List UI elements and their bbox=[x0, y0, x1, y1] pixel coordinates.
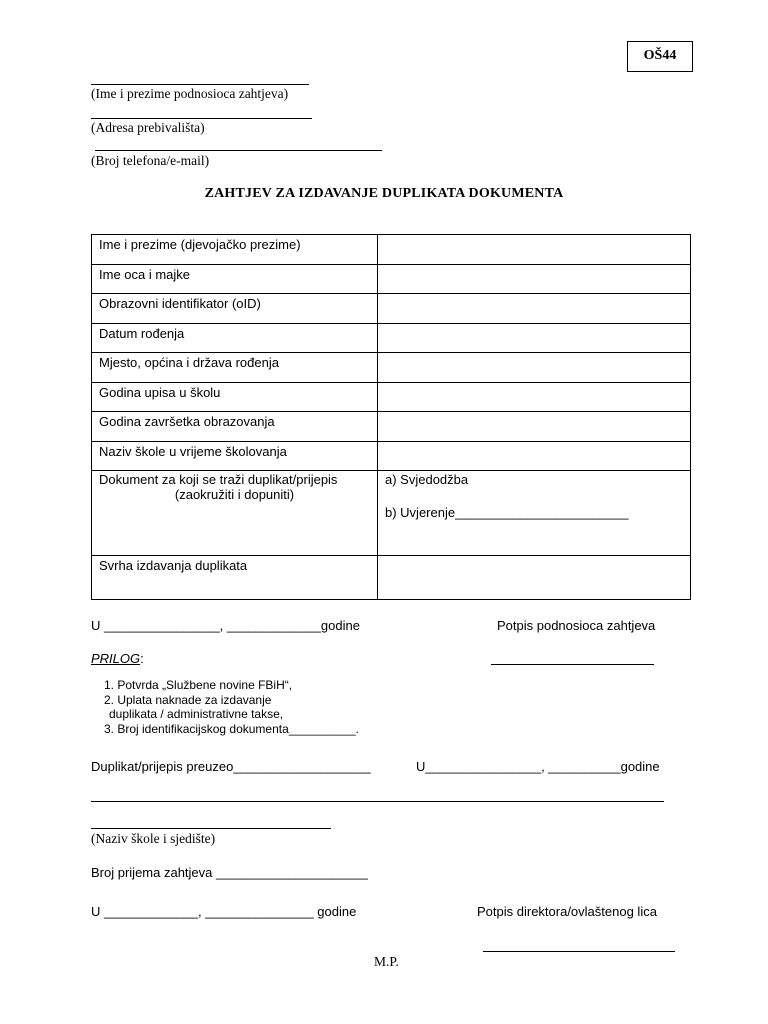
row-input-cell[interactable] bbox=[378, 265, 691, 294]
contact-line[interactable] bbox=[95, 150, 382, 151]
table-row bbox=[92, 324, 691, 353]
applicant-name-line[interactable] bbox=[91, 84, 309, 85]
received-by-field[interactable]: Duplikat/prijepis preuzeo___________________ bbox=[91, 759, 371, 774]
applicant-signature-label: Potpis podnosioca zahtjeva bbox=[497, 618, 656, 633]
table-row bbox=[92, 294, 691, 324]
place-date-applicant[interactable]: U ________________, _____________godine bbox=[91, 618, 360, 633]
contact-label: (Broj telefona/e-mail) bbox=[91, 153, 210, 168]
list-item: 1. Potvrda „Službene novine FBiH“, bbox=[104, 678, 293, 692]
row-input-cell[interactable] bbox=[378, 353, 691, 383]
row-input-cell[interactable] bbox=[378, 294, 691, 324]
option-uvjerenje[interactable]: b) Uvjerenje________________________ bbox=[385, 505, 629, 520]
document-type-row bbox=[92, 471, 691, 556]
table-row bbox=[92, 383, 691, 412]
stamp-label: M.P. bbox=[374, 954, 399, 969]
row-input-cell[interactable] bbox=[378, 324, 691, 353]
table-row bbox=[92, 265, 691, 294]
row-input-cell[interactable] bbox=[378, 383, 691, 412]
table-row bbox=[92, 353, 691, 383]
school-seat-line[interactable] bbox=[91, 828, 331, 829]
table-row bbox=[92, 235, 691, 265]
attachments-label: PRILOG bbox=[91, 651, 141, 666]
purpose-label: Svrha izdavanja duplikata bbox=[92, 556, 378, 600]
row-label: Naziv škole u vrijeme školovanja bbox=[92, 442, 378, 471]
attachments-colon: : bbox=[140, 651, 144, 666]
row-label: Godina upisa u školu bbox=[92, 383, 378, 412]
row-label: Mjesto, općina i država rođenja bbox=[92, 353, 378, 383]
school-name-line[interactable] bbox=[91, 801, 664, 802]
document-type-options bbox=[378, 471, 691, 556]
list-item: 3. Broj identifikacijskog dokumenta__________. bbox=[104, 721, 359, 736]
purpose-input-cell[interactable] bbox=[378, 556, 691, 600]
director-signature-label: Potpis direktora/ovlaštenog lica bbox=[477, 904, 657, 919]
page-title: ZAHTJEV ZA IZDAVANJE DUPLIKATA DOKUMENTA bbox=[204, 186, 564, 201]
document-type-label bbox=[92, 471, 378, 556]
address-label: (Adresa prebivališta) bbox=[91, 120, 205, 135]
row-label: Ime i prezime (djevojačko prezime) bbox=[92, 235, 378, 265]
row-label: Godina završetka obrazovanja bbox=[92, 412, 378, 442]
place-date-received[interactable]: U________________, __________godine bbox=[416, 759, 660, 774]
row-label: Obrazovni identifikator (oID) bbox=[92, 294, 378, 324]
row-input-cell[interactable] bbox=[378, 235, 691, 265]
attachments-heading bbox=[91, 651, 144, 666]
document-type-label-line1: Dokument za koji se traži duplikat/prijepis bbox=[99, 472, 338, 487]
option-svjedodzba[interactable]: a) Svjedodžba bbox=[385, 472, 469, 487]
row-input-cell[interactable] bbox=[378, 412, 691, 442]
school-label: (Naziv škole i sjedište) bbox=[91, 831, 216, 846]
list-item: duplikata / administrativne takse, bbox=[109, 707, 284, 721]
document-type-label-line2: (zaokružiti i dopuniti) bbox=[174, 487, 295, 502]
applicant-name-label: (Ime i prezime podnosioca zahtjeva) bbox=[91, 86, 289, 101]
table-row bbox=[92, 412, 691, 442]
table-row bbox=[92, 442, 691, 471]
list-item: 2. Uplata naknade za izdavanje bbox=[104, 692, 272, 707]
applicant-signature-line[interactable] bbox=[491, 664, 654, 665]
attachments-list bbox=[104, 678, 359, 736]
place-date-director[interactable]: U _____________, _______________ godine bbox=[91, 904, 357, 919]
form-code-box: OŠ44 bbox=[627, 41, 693, 72]
address-line[interactable] bbox=[91, 118, 312, 119]
row-label: Ime oca i majke bbox=[92, 265, 378, 294]
row-label: Datum rođenja bbox=[92, 324, 378, 353]
purpose-row bbox=[92, 556, 691, 600]
applicant-data-table bbox=[91, 234, 691, 600]
director-signature-line[interactable] bbox=[483, 951, 675, 952]
request-number-field[interactable]: Broj prijema zahtjeva _____________________ bbox=[91, 865, 368, 880]
row-input-cell[interactable] bbox=[378, 442, 691, 471]
